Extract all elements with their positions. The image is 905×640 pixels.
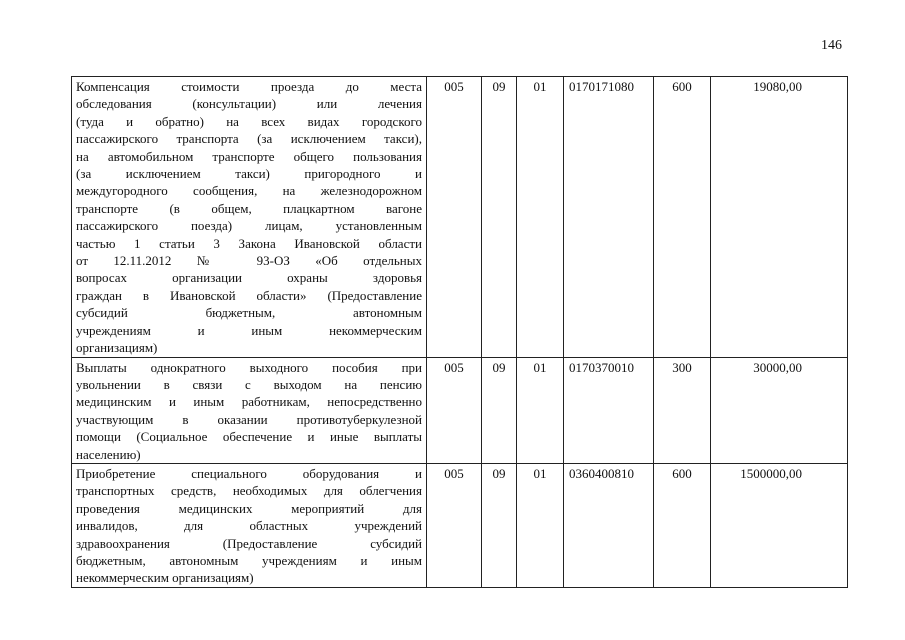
page-number: 146 bbox=[821, 38, 842, 53]
target-article-cell: 0360400810 bbox=[564, 463, 654, 587]
description-line: (за исключением такси) пригородного и bbox=[76, 166, 422, 182]
subsection-code-cell: 01 bbox=[517, 463, 564, 587]
amount-cell: 30000,00 bbox=[711, 357, 848, 463]
description-line: на автомобильном транспорте общего пользования bbox=[76, 148, 422, 164]
description-line: субсидий бюджетным, автономным bbox=[76, 305, 422, 321]
description-line: участвующим в оказании противотуберкулезной bbox=[76, 411, 422, 427]
description-line: проведения медицинских мероприятий для bbox=[76, 500, 422, 516]
description-line: транспорте (в общем, плацкартном вагоне bbox=[76, 200, 422, 216]
description-line: населению) bbox=[76, 446, 141, 462]
description-line: пассажирского поезда) лицам, установленным bbox=[76, 218, 422, 234]
section-code-cell: 09 bbox=[482, 77, 517, 358]
description-line: вопросах организации охраны здоровья bbox=[76, 270, 422, 286]
expense-type-cell: 600 bbox=[654, 463, 711, 587]
description-line: некоммерческим организациям) bbox=[76, 570, 254, 586]
description-line: здравоохранения (Предоставление субсидий bbox=[76, 535, 422, 551]
description-line: граждан в Ивановской области» (Предоставление bbox=[76, 287, 422, 303]
ministry-code-cell: 005 bbox=[427, 357, 482, 463]
description-line: Приобретение специального оборудования и bbox=[76, 465, 422, 481]
description-line: Компенсация стоимости проезда до места bbox=[76, 79, 422, 94]
description-cell bbox=[72, 357, 427, 463]
amount-cell: 1500000,00 bbox=[711, 463, 848, 587]
table-row bbox=[72, 77, 848, 358]
description-line: междугородного сообщения, на железнодорожном bbox=[76, 183, 422, 199]
subsection-code-cell: 01 bbox=[517, 357, 564, 463]
description-cell bbox=[72, 463, 427, 587]
ministry-code-cell: 005 bbox=[427, 77, 482, 358]
target-article-cell: 0170370010 bbox=[564, 357, 654, 463]
description-line: частью 1 статьи 3 Закона Ивановской области bbox=[76, 235, 422, 251]
description-line: (туда и обратно) на всех видах городского bbox=[76, 113, 422, 129]
description-line: медицинским и иным работникам, непосредственно bbox=[76, 394, 422, 410]
table-row bbox=[72, 463, 848, 587]
budget-table bbox=[71, 76, 848, 588]
description-line: увольнении в связи с выходом на пенсию bbox=[76, 376, 422, 392]
table-row bbox=[72, 357, 848, 463]
expense-type-cell: 600 bbox=[654, 77, 711, 358]
description-line: от 12.11.2012 № 93-ОЗ «Об отдельных bbox=[76, 253, 422, 269]
target-article-cell: 0170171080 bbox=[564, 77, 654, 358]
ministry-code-cell: 005 bbox=[427, 463, 482, 587]
description-line: помощи (Социальное обеспечение и иные выплаты bbox=[76, 429, 422, 445]
description-line: инвалидов, для областных учреждений bbox=[76, 518, 422, 534]
description-line: бюджетным, автономным учреждениям и иным bbox=[76, 552, 422, 568]
subsection-code-cell: 01 bbox=[517, 77, 564, 358]
amount-cell: 19080,00 bbox=[711, 77, 848, 358]
section-code-cell: 09 bbox=[482, 463, 517, 587]
description-line: пассажирского транспорта (за исключением такси), bbox=[76, 131, 422, 147]
description-line: учреждениям и иным некоммерческим bbox=[76, 322, 422, 338]
description-line: обследования (консультации) или лечения bbox=[76, 96, 422, 112]
description-line: транспортных средств, необходимых для облегчения bbox=[76, 483, 422, 499]
description-line: Выплаты однократного выходного пособия при bbox=[76, 359, 422, 375]
section-code-cell: 09 bbox=[482, 357, 517, 463]
description-cell bbox=[72, 77, 427, 358]
expense-type-cell: 300 bbox=[654, 357, 711, 463]
description-line: организациям) bbox=[76, 340, 158, 356]
